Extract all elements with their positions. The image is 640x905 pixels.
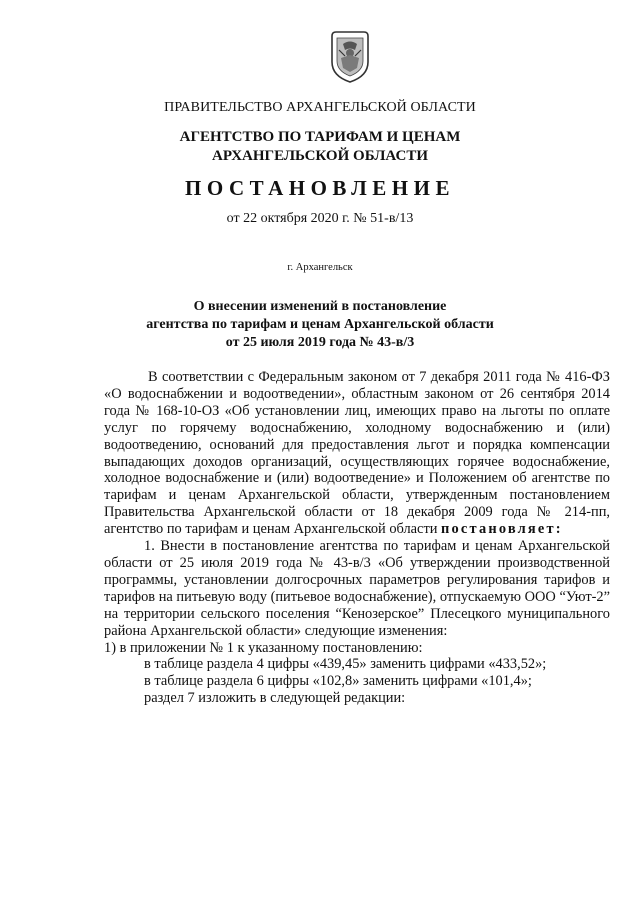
change-line-b: в таблице раздела 6 цифры «102,8» заменить цифрами «101,4»; [144,673,532,690]
change-line-c: раздел 7 изложить в следующей редакции: [144,690,406,707]
city-name: г. Архангельск [287,262,353,273]
document-subject [0,298,640,352]
document-type: ПОСТАНОВЛЕНИЕ [185,176,455,200]
subject-line3: от 25 июля 2019 года № 43-в/3 [225,335,415,350]
subject-line2: агентства по тарифам и ценам Архангельской области [146,317,494,332]
item-1-paragraph: 1. Внести в постановление агентства по тарифам и ценам Архангельской области от 25 июля 2019 года № 43-в/3 «Об утверждении производственной программы, установлении долгосрочных параметров регулирования тарифов и тарифов на питьевую воду (питьевое водоснабжение), отпускаемую ООО “Уют-2” на территории сельского поселения “Кенозерское” Плесецкого муниципального района Архангельской области» следующие изменения: [104,538,610,639]
subject-line1: О внесении изменений в постановление [193,299,447,314]
government-name: ПРАВИТЕЛЬСТВО АРХАНГЕЛЬСКОЙ ОБЛАСТИ [164,100,476,115]
coat-of-arms-icon [329,28,371,84]
agency-name [0,128,640,166]
preamble-paragraph [104,369,610,538]
agency-name-line2: АРХАНГЕЛЬСКОЙ ОБЛАСТИ [212,148,428,164]
change-line-a: в таблице раздела 4 цифры «439,45» заменить цифрами «433,52»; [144,656,547,673]
decides-text: постановляет: [441,521,563,538]
agency-name-line1: АГЕНТСТВО ПО ТАРИФАМ И ЦЕНАМ [179,129,461,145]
sub-item-1: 1) в приложении № 1 к указанному постановлению: [104,639,423,656]
document-body [104,369,610,707]
preamble-text: В соответствии с Федеральным законом от 7 декабря 2011 года № 416-ФЗ «О водоснабжении и водоотведении», областным законом от 26 сентября 2014 года № 168-10-ОЗ «Об установлении лиц, имеющих право на льготы по оплате услуг по горячему водоснабжению, холодному водоснабжению и (или) водоотведению, оснований для предоставления льгот и порядка компенсации выпадающих доходов организаций, осуществляющих горячее водоснабжение, холодное водоснабжение и (или) водоотведение» и Положением об агентстве по тарифам и ценам Архангельской области, утвержденным постановлением Правительства Архангельской области от 18 декабря 2009 года № 214-пп, агентство по тарифам и ценам Архангельской области [104,369,610,538]
document-date-number: от 22 октября 2020 г. № 51-в/13 [226,211,414,226]
